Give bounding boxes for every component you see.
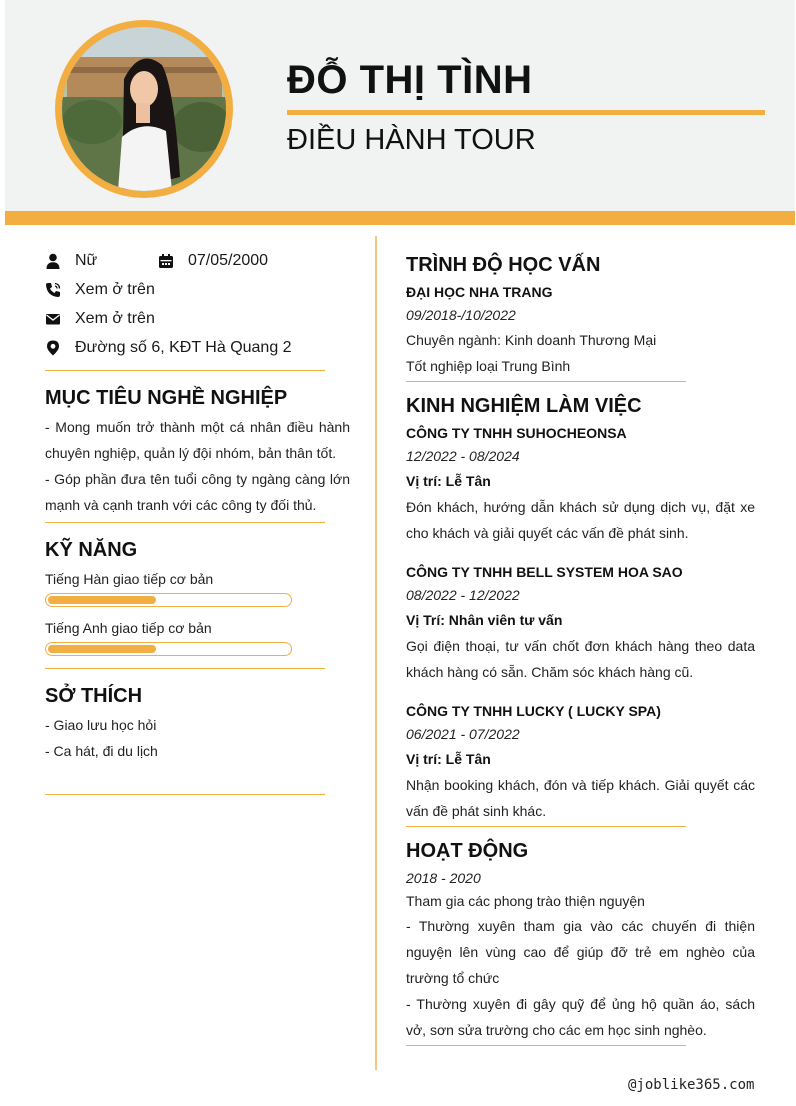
person-icon [45,253,61,269]
skill-label: Tiếng Anh giao tiếp cơ bản [45,620,212,636]
skill-bar-fill [48,645,156,653]
education-grade: Tốt nghiệp loại Trung Bình [406,358,571,374]
activities-intro: Tham gia các phong trào thiện nguyện [406,893,645,909]
contact-phone [45,279,155,301]
job-description: Gọi điện thoại, tư vấn chốt đơn khách hàng theo data khách hàng có sẵn. Chăm sóc khách hàng cũ. [406,638,755,680]
activity-line: - Thường xuyên đi gây quỹ để ủng hộ quần áo, sách vở, sơn sửa trường cho các em học sinh nghèo. [406,996,755,1038]
education-title: TRÌNH ĐỘ HỌC VẤN [406,254,601,276]
name-underline [287,110,765,115]
column-divider [375,236,377,1070]
contact-address [45,337,292,359]
objective-line-1: - Mong muốn trở thành một cá nhân điều hành chuyên nghiệp, quản lý đội nhóm, bản thân tốt. [45,419,350,461]
objective-title: MỤC TIÊU NGHỀ NGHIỆP [45,387,288,409]
skill-bar [45,593,292,607]
hobby-item: - Giao lưu học hỏi [45,717,157,733]
email-text: Xem ở trên [75,310,155,327]
divider [45,668,325,669]
job-description: Đón khách, hướng dẫn khách sử dụng dịch vụ, đặt xe cho khách và giải quyết các vấn đề phát sinh. [406,499,755,541]
hobbies-title: SỞ THÍCH [45,685,143,707]
job-description: Nhận booking khách, đón và tiếp khách. Giải quyết các vấn đề phát sinh khác. [406,777,755,819]
profile-photo [62,27,226,191]
job-period: 08/2022 - 12/2022 [406,587,520,603]
school-name: ĐẠI HỌC NHA TRANG [406,284,553,300]
accent-bar [5,211,795,225]
divider [406,381,686,382]
job-period: 12/2022 - 08/2024 [406,448,520,464]
education-major: Chuyên ngành: Kinh doanh Thương Mại [406,332,657,348]
job-period: 06/2021 - 07/2022 [406,726,520,742]
contact-birthdate [158,250,268,272]
divider [406,1045,686,1046]
activities-title: HOẠT ĐỘNG [406,840,529,862]
job-position: Vị trí: Lễ Tân [406,473,491,489]
divider [45,370,325,371]
objective-line-2: - Góp phần đưa tên tuổi công ty ngàng càng lớn mạnh và cạnh tranh với các công ty đối thủ. [45,471,350,513]
divider [45,522,325,523]
divider [45,794,325,795]
job-company: CÔNG TY TNHH BELL SYSTEM HOA SAO [406,564,683,580]
phone-icon [45,282,61,298]
birthdate-text: 07/05/2000 [188,252,269,269]
skill-label: Tiếng Hàn giao tiếp cơ bản [45,571,214,587]
hobby-item: - Ca hát, đi du lịch [45,743,158,759]
location-icon [45,340,61,356]
mail-icon [45,311,61,327]
avatar [55,20,233,198]
gender-text: Nữ [75,252,98,269]
job-position: Vị Trí: Nhân viên tư vấn [406,612,563,628]
footer-handle: @joblike365.com [628,1077,755,1093]
education-period: 09/2018-/10/2022 [406,307,516,323]
job-title: ĐIỀU HÀNH TOUR [287,124,536,156]
divider [406,826,686,827]
skill-bar-fill [48,596,156,604]
job-company: CÔNG TY TNHH SUHOCHEONSA [406,425,627,441]
skill-bar [45,642,292,656]
contact-gender [45,250,97,272]
address-text: Đường số 6, KĐT Hà Quang 2 [75,339,292,356]
candidate-name: ĐỖ THỊ TÌNH [287,58,533,102]
experience-title: KINH NGHIỆM LÀM VIỆC [406,395,642,417]
job-company: CÔNG TY TNHH LUCKY ( LUCKY SPA) [406,703,661,719]
contact-email [45,308,155,330]
job-position: Vị trí: Lễ Tân [406,751,491,767]
skills-title: KỸ NĂNG [45,539,138,561]
calendar-icon [158,253,174,269]
phone-text: Xem ở trên [75,281,155,298]
activities-period: 2018 - 2020 [406,870,481,886]
activity-line: - Thường xuyên tham gia vào các chuyến đi thiện nguyện lên vùng cao để giúp đỡ trẻ em nghèo của trường tổ chức [406,918,755,986]
